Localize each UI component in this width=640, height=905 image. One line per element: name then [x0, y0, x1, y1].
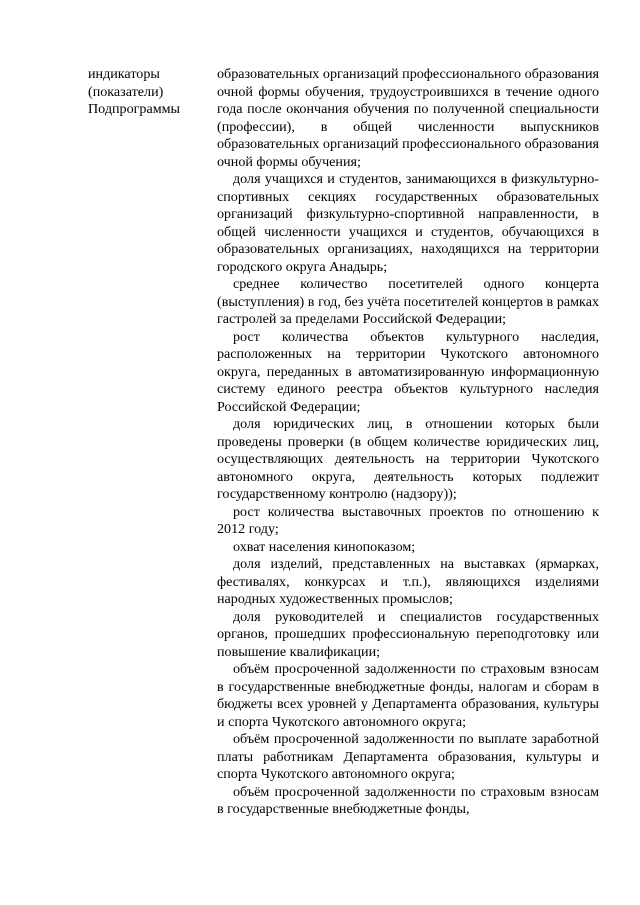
paragraph: доля руководителей и специалистов государственных органов, прошедших профессиональную переподготовку или повышение квалификации;	[217, 608, 599, 660]
indicator-label-column	[88, 66, 210, 119]
paragraph: объём просроченной задолженности по выплате заработной платы работникам Департамента образования, культуры и спорта Чукотского автономного округа;	[217, 731, 599, 782]
paragraph: рост количества объектов культурного наследия, расположенных на территории Чукотского автономного округа, переданных в автоматизированную информационную систему единого реестра объектов культурного наследия Российской Федерации;	[217, 328, 599, 415]
paragraph: объём просроченной задолженности по страховым взносам в государственные внебюджетные фонды,	[217, 783, 599, 817]
indicator-list-column	[217, 66, 599, 819]
paragraph: среднее количество посетителей одного концерта (выступления) в год, без учёта посетителей концертов в рамках гастролей за пределами Российской Федерации;	[217, 276, 599, 327]
paragraph: доля учащихся и студентов, занимающихся в физкультурно-спортивных секциях государственных образовательных организаций физкультурно-спортивной направленности, в общей численности учащихся и студентов, обучающихся в образовательных организациях, находящихся на территории городского округа Анадырь;	[217, 171, 599, 275]
paragraph: охват населения кинопоказом;	[233, 538, 416, 555]
paragraph: рост количества выставочных проектов по отношению к 2012 году;	[217, 503, 599, 537]
paragraph: доля изделий, представленных на выставках (ярмарках, фестивалях, конкурсах и т.п.), являющихся изделиями народных художественных промыслов;	[217, 556, 599, 607]
paragraph: доля юридических лиц, в отношении которых были проведены проверки (в общем количестве юридических лиц, осуществляющих деятельность на территории Чукотского автономного округа, деятельность которых подлежит государственному контролю (надзору));	[217, 416, 599, 502]
paragraph: образовательных организаций профессионального образования очной формы обучения, трудоустроившихся в течение одного года после окончания обучения по полученной специальности (профессии), в общей численности выпускников образовательных организаций профессионального образования очной формы обучения;	[217, 66, 599, 170]
label-line-subprograms: Подпрограммы	[88, 101, 181, 117]
label-line-parameters: (показатели)	[88, 83, 164, 100]
paragraph: объём просроченной задолженности по страховым взносам в государственные внебюджетные фонды, налогам и сборам в бюджеты всех уровней у Департамента образования, культуры и спорта Чукотского автономного округа;	[217, 661, 599, 730]
label-line-indicators: индикаторы	[88, 66, 160, 82]
